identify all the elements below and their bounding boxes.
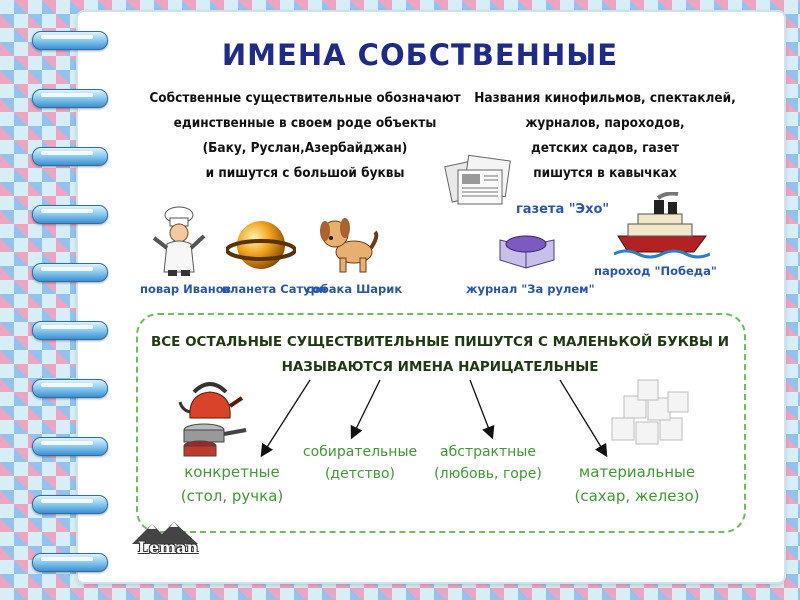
caption-ship: пароход "Победа" [594, 264, 717, 278]
text-line: Собственные существительные обозначают [149, 90, 461, 106]
caption-planet: планета Сатурн [222, 282, 327, 296]
category-example: (стол, ручка) [180, 487, 284, 505]
text-line: журналов, пароходов, [525, 115, 685, 131]
caption-magazine: журнал "За рулем" [466, 282, 595, 296]
text-line: детских садов, газет [530, 140, 680, 156]
text-line: (Баку, Руслан,Азербайджан) [202, 140, 408, 156]
category-name: абстрактные [440, 444, 536, 460]
category-name: конкретные [184, 463, 280, 481]
sugar-cubes-icon [604, 378, 694, 454]
category-abstract [428, 441, 548, 485]
logo-text: Leman [137, 538, 199, 557]
caption-cook: повар Иванов [140, 282, 231, 296]
text-line: и пишутся с большой буквы [205, 165, 405, 181]
category-collective [300, 441, 420, 485]
category-name: собирательные [302, 444, 418, 460]
category-name: материальные [578, 463, 696, 481]
category-concrete [180, 460, 284, 508]
caption-dog: собака Шарик [306, 282, 403, 296]
caption-newspaper: газета "Эхо" [516, 202, 610, 217]
text-line: Названия кинофильмов, спектаклей, [474, 90, 736, 106]
category-example: (детство) [324, 466, 396, 482]
category-example: (любовь, горе) [434, 466, 542, 482]
text-line: единственные в своем роде объекты [173, 115, 437, 131]
page-title: ИМЕНА СОБСТВЕННЫЕ [221, 38, 619, 72]
category-example: (сахар, железо) [574, 487, 700, 505]
category-material [570, 460, 704, 508]
common-nouns-line-1: ВСЕ ОСТАЛЬНЫЕ СУЩЕСТВИТЕЛЬНЫЕ ПИШУТСЯ С МАЛЕНЬКОЙ БУКВЫ И [150, 334, 730, 350]
leman-logo [128, 520, 208, 562]
text-line: пишутся в кавычках [533, 165, 677, 181]
kettle-pots-icon [176, 372, 248, 458]
common-nouns-line-2: НАЗЫВАЮТСЯ ИМЕНА НАРИЦАТЕЛЬНЫЕ [281, 359, 599, 375]
